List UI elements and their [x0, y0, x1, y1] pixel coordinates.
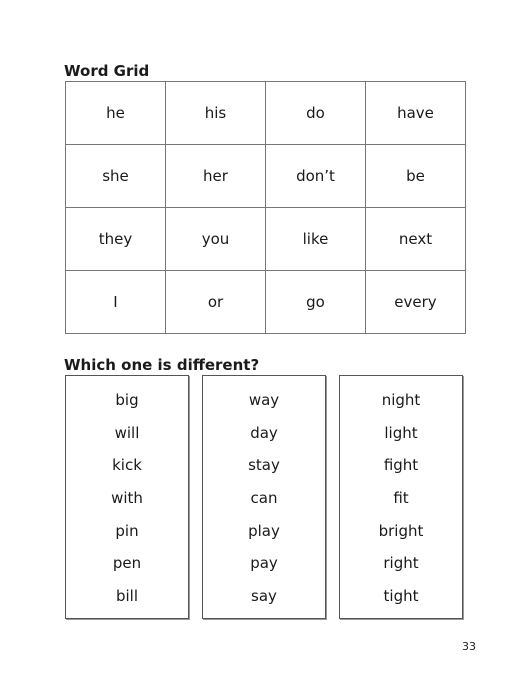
list-item: pin — [115, 521, 139, 540]
grid-cell: next — [366, 208, 466, 271]
word-grid — [65, 81, 466, 334]
list-item: way — [248, 391, 280, 409]
page-number: 33 — [462, 640, 476, 653]
grid-cell: be — [366, 145, 466, 208]
list-item: light — [384, 423, 418, 442]
list-item: pen — [112, 554, 142, 573]
grid-cell: he — [66, 82, 166, 145]
grid-cell: or — [166, 271, 266, 334]
list-item: play — [248, 521, 280, 540]
list-item: fit — [393, 489, 409, 508]
grid-cell: like — [266, 208, 366, 271]
list-item: can — [250, 489, 278, 508]
word-grid-heading: Word Grid — [64, 62, 150, 80]
grid-cell: her — [166, 145, 266, 208]
grid-cell: his — [166, 82, 266, 145]
list-item: stay — [248, 456, 280, 475]
word-list — [203, 376, 325, 618]
grid-cell: she — [66, 145, 166, 208]
word-list — [340, 376, 462, 618]
which-one-different-heading: Which one is different? — [64, 356, 260, 374]
list-item: fight — [383, 456, 419, 475]
word-list-column-2 — [202, 375, 326, 619]
list-item: kick — [112, 456, 142, 475]
grid-cell: do — [266, 82, 366, 145]
grid-cell: they — [66, 208, 166, 271]
grid-cell: you — [166, 208, 266, 271]
list-item: right — [383, 554, 419, 573]
word-lists — [65, 375, 466, 619]
list-item: pay — [250, 554, 278, 573]
list-item: bright — [378, 521, 424, 540]
grid-cell: go — [266, 271, 366, 334]
word-list-column-3 — [339, 375, 463, 619]
grid-cell: have — [366, 82, 466, 145]
word-list — [66, 376, 188, 618]
list-item: day — [250, 423, 278, 442]
list-item: with — [111, 489, 143, 508]
list-item: big — [115, 391, 139, 409]
grid-cell: every — [366, 271, 466, 334]
list-item: bill — [115, 587, 139, 606]
word-list-column-1 — [65, 375, 189, 619]
grid-cell: I — [66, 271, 166, 334]
list-item: tight — [383, 587, 419, 606]
list-item: say — [251, 587, 277, 606]
list-item: will — [114, 423, 140, 442]
grid-cell: don’t — [266, 145, 366, 208]
list-item: night — [381, 391, 421, 409]
